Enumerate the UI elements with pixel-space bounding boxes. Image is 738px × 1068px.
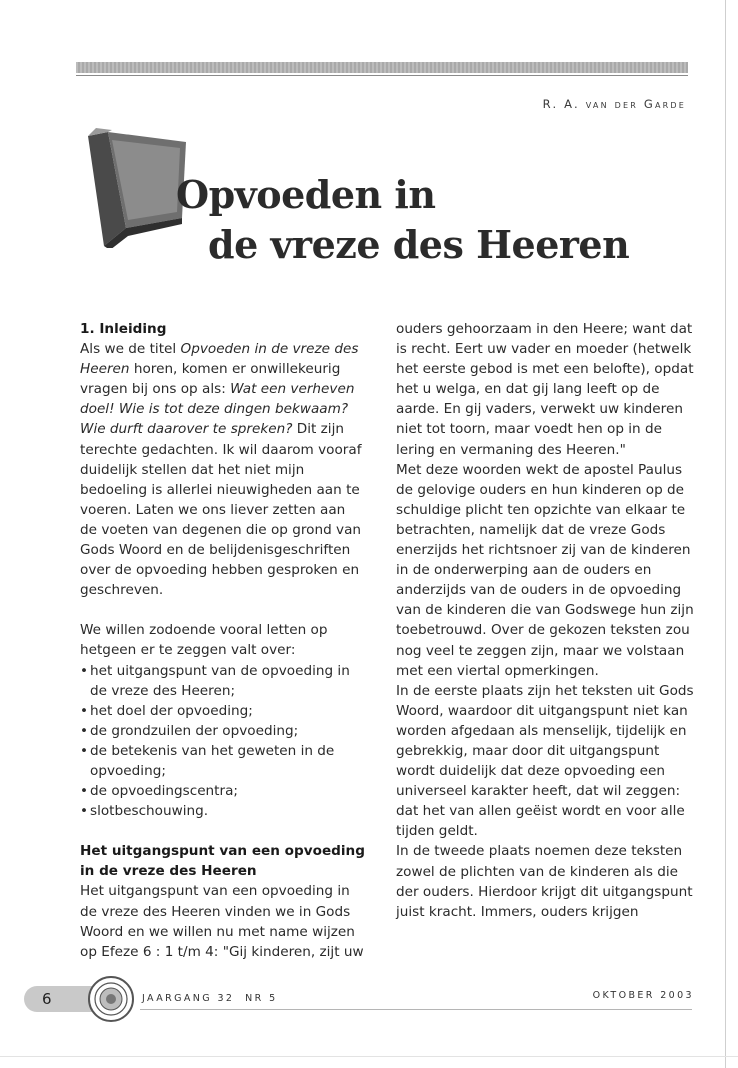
topic-list: [80, 661, 365, 822]
intro-paragraph: [80, 339, 365, 600]
uitgangspunt-paragraph: Het uitgangspunt van een opvoeding in de vreze des Heeren vinden we in Gods Woord en we willen nu met name wijzen op Efeze 6 : 1 t/m 4: "Gij kinderen, zijt uw: [80, 883, 364, 960]
section-heading-inleiding: 1. Inleiding: [80, 321, 167, 337]
intro-text-2: horen, komen er onwillekeurig vragen bij ons op als:: [80, 361, 341, 398]
footer-rule: [140, 1009, 692, 1010]
author-name: [543, 97, 686, 111]
right-paragraph-1: ouders gehoorzaam in den Heere; want dat is recht. Eert uw vader en moeder (hetwelk het eerste gebod is met een belofte), opdat het u welga, en dat gij lang leeft op de aarde. En gij vaders, verwekt uw kinderen niet tot toorn, maar voedt hen op in de lering en vermaning des Heeren.": [396, 321, 694, 458]
journal-issue: JAARGANG 32 NR 5: [142, 993, 278, 1004]
intro-text-1: Als we de titel: [80, 341, 181, 358]
journal-seal-icon: [88, 976, 134, 1022]
right-paragraph-4: In de tweede plaats noemen deze teksten zowel de plichten van de kinderen als die der ouders. Hierdoor krijgt dit uitgangspunt juist kracht. Immers, ouders krijgen: [396, 843, 693, 920]
page-edge: [725, 0, 726, 1068]
right-paragraph-2: Met deze woorden wekt de apostel Paulus de gelovige ouders en hun kinderen op de schuldige plicht ten opzichte van elkaar te betrachten, namelijk dat de vreze Gods enerzijds het richtsnoer zij van de kinderen in de onderwerping aan de ouders en anderzijds van de ouders in de opvoeding van de kinderen die van Godswege hun zijn toebetrouwd. Over de gekozen teksten zou nog veel te zeggen zijn, maar we volstaan met een viertal opmerkingen.: [396, 461, 694, 679]
section-heading-uitgangspunt: Het uitgangspunt van een opvoeding in de vreze des Heeren: [80, 843, 365, 880]
list-item: • de opvoedingscentra;: [80, 781, 365, 801]
list-item: • het doel der opvoeding;: [80, 701, 365, 721]
list-item: • de betekenis van het geweten in de opvoeding;: [80, 741, 365, 781]
intro-text-3: Dit zijn terechte gedachten. Ik wil daarom vooraf duidelijk stellen dat het niet mijn bedoeling is allerlei nieuwigheden aan te voeren. Laten we ons liever zetten aan de voeten van degenen die op grond van Gods Woord en de belijdenisgeschriften over de opvoeding hebben gesproken en geschreven.: [80, 421, 362, 599]
left-column: [80, 319, 365, 962]
page-number: 6: [42, 990, 52, 1008]
article-title: [176, 170, 629, 270]
header-rule: [76, 75, 688, 76]
title-line-1: Opvoeden in: [176, 172, 436, 217]
list-item: • slotbeschouwing.: [80, 801, 365, 821]
list-item: • de grondzuilen der opvoeding;: [80, 721, 365, 741]
intro-italic-1: Opvoeden in de vreze des Heeren: [80, 341, 359, 378]
list-item: • het uitgangspunt van de opvoeding in de vreze des Heeren;: [80, 661, 365, 701]
intro-italic-2: Wat een verheven doel! Wie is tot deze dingen bekwaam? Wie durft daarover te spreken?: [80, 381, 355, 438]
list-intro: We willen zodoende vooral letten op hetgeen er te zeggen valt over:: [80, 622, 328, 659]
title-line-2: de vreze des Heeren: [208, 222, 630, 267]
paragraph-gap: [80, 600, 365, 620]
right-column: [396, 319, 696, 922]
page-bottom-edge: [0, 1056, 738, 1057]
header-band: [76, 62, 688, 73]
author-text: R. A. van der Garde: [542, 97, 686, 111]
right-paragraph-3: In de eerste plaats zijn het teksten uit Gods Woord, waardoor dit uitgangspunt niet kan worden afgedaan als menselijk, tijdelijk en gebrekkig, maar door dit uitgangspunt wordt duidelijk dat deze opvoeding een universeel karakter heeft, dat wil zeggen: dat het van allen geëist wordt en voor alle tijden geldt.: [396, 682, 694, 840]
paragraph-gap: [80, 821, 365, 841]
issue-date: OKTOBER 2003: [592, 990, 694, 1001]
